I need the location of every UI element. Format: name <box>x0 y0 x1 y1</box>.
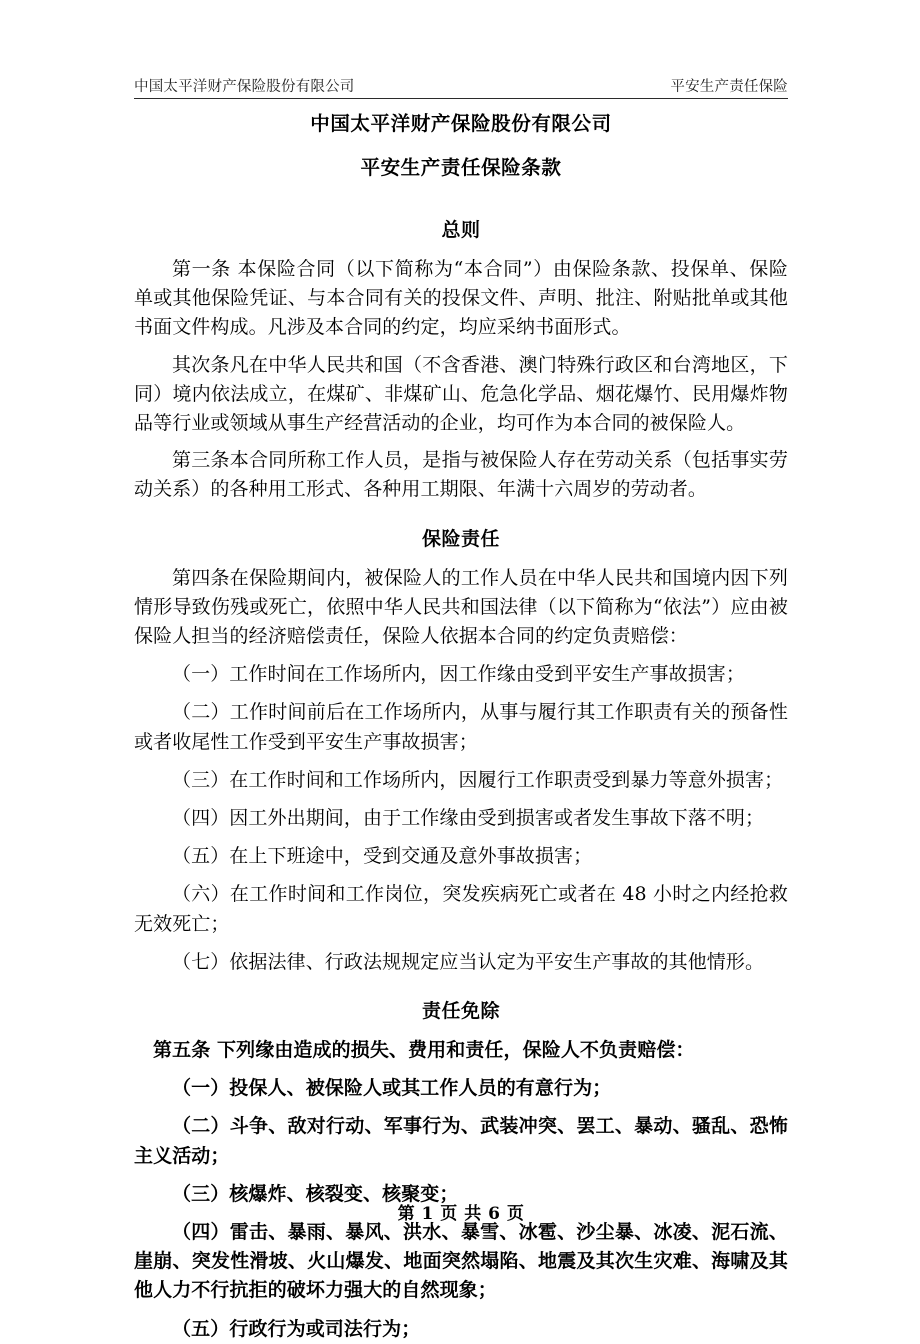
exclusion-item: （五）行政行为或司法行为； <box>172 1317 421 1340</box>
exclusion-item: （二）斗争、敌对行动、军事行为、武装冲突、罢工、暴动、骚乱、恐怖主义活动； <box>134 1115 788 1167</box>
exclusion-item: （四）雷击、暴雨、暴风、洪水、暴雪、冰雹、沙尘暴、冰凌、泥石流、崖崩、突发性滑坡、火山爆发、地面突然塌陷、地震及其次生灾难、海啸及其他人力不行抗拒的破坏力强大的自然现象； <box>134 1221 788 1302</box>
document-title-line-2: 平安生产责任保险条款 <box>360 156 562 179</box>
section-heading-general: 总则 <box>441 219 481 241</box>
article-4-paragraph: 第四条在保险期间内，被保险人的工作人员在中华人民共和国境内因下列情形导致伤残或死亡，依照中华人民共和国法律（以下简称为“依法”）应由被保险人担当的经济赔偿责任，保险人依据本合同的约定负责赔偿： <box>134 566 788 648</box>
header-product-name: 平安生产责任保险 <box>670 79 788 95</box>
section-heading-liability: 保险责任 <box>421 527 500 550</box>
liability-item: （六）在工作时间和工作岗位，突发疾病死亡或者在 48 小时之内经抢救无效死亡； <box>134 883 788 935</box>
liability-item: （三）在工作时间和工作场所内，因履行工作职责受到暴力等意外损害； <box>172 768 784 791</box>
document-title-line-1: 中国太平洋财产保险股份有限公司 <box>310 112 612 135</box>
liability-item: （一）工作时间在工作场所内，因工作缘由受到平安生产事故损害； <box>172 663 746 686</box>
article-3-paragraph: 第三条本合同所称工作人员，是指与被保险人存在劳动关系（包括事实劳动关系）的各种用工形式、各种用工期限、年满十六周岁的劳动者。 <box>134 449 788 501</box>
liability-item: （七）依据法律、行政法规规定应当认定为平安生产事故的其他情形。 <box>172 950 765 973</box>
exclusion-item: （一）投保人、被保险人或其工作人员的有意行为； <box>172 1077 612 1100</box>
article-5-paragraph: 第五条 下列缘由造成的损失、费用和责任，保险人不负责赔偿： <box>153 1039 695 1062</box>
exclusion-item: （三）核爆炸、核裂变、核聚变； <box>172 1182 459 1205</box>
running-header <box>134 78 788 99</box>
liability-item: （四）因工外出期间，由于工作缘由受到损害或者发生事故下落不明； <box>172 807 765 830</box>
document-body <box>134 108 788 1344</box>
page-number-label: 第 1 页 共 6 页 <box>397 1204 525 1224</box>
article-1-paragraph: 第一条 本保险合同（以下简称为“本合同”）由保险条款、投保单、保险单或其他保险凭证、与本合同有关的投保文件、声明、批注、附贴批单或其他书面文件构成。凡涉及本合同的约定，均应采纳书面形式。 <box>134 258 788 339</box>
liability-item: （二）工作时间前后在工作场所内，从事与履行其工作职责有关的预备性或者收尾性工作受到平安生产事故损害； <box>134 701 788 753</box>
header-company-name: 中国太平洋财产保险股份有限公司 <box>134 79 355 95</box>
article-2-paragraph: 其次条凡在中华人民共和国（不含香港、澳门特殊行政区和台湾地区，下同）境内依法成立，在煤矿、非煤矿山、危急化学品、烟花爆竹、民用爆炸物品等行业或领域从事生产经营活动的企业，均可作为本合同的被保险人。 <box>134 353 788 435</box>
section-heading-exclusions: 责任免除 <box>421 1000 500 1023</box>
page-footer <box>134 1203 788 1225</box>
liability-item: （五）在上下班途中，受到交通及意外事故损害； <box>172 845 593 868</box>
